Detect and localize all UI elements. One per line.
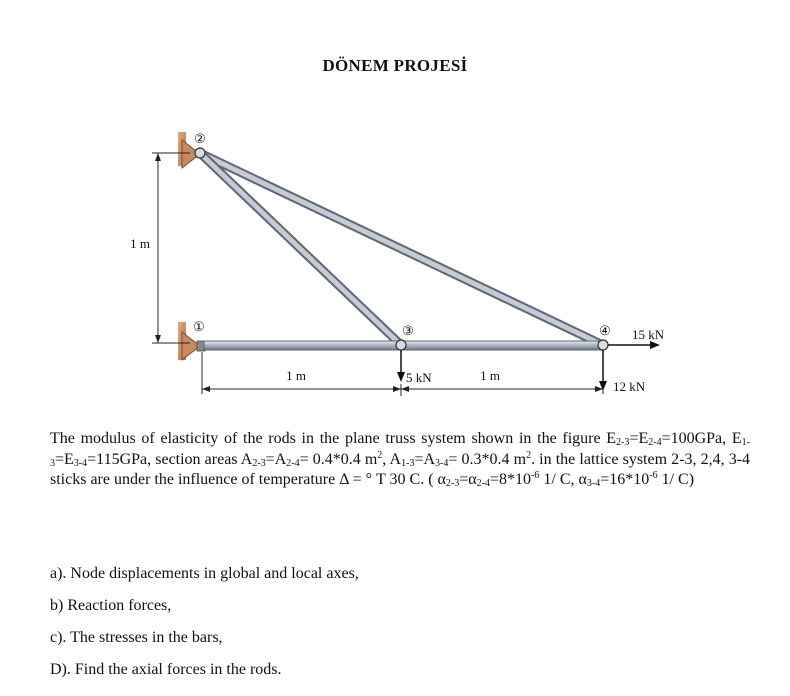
svg-text:②: ② [194,131,206,146]
joint-node-2 [195,148,205,158]
node-label-2 [194,131,206,146]
svg-text:1 m: 1 m [286,368,306,383]
svg-text:③: ③ [402,323,414,338]
dimension-height [130,153,190,343]
svg-text:④: ④ [599,323,611,338]
bar-1-3 [204,341,401,350]
page-title: DÖNEM PROJESİ [322,56,468,75]
joint-node-4 [598,340,608,350]
bar-3-4 [401,341,603,350]
load-node4-15kN [608,327,665,349]
question-b: b) Reaction forces, [50,597,172,614]
node-label-3 [402,323,414,338]
svg-text:①: ① [193,319,205,334]
svg-text:15 kN: 15 kN [632,327,665,342]
bar-2-4 [200,153,603,345]
node-label-1 [193,319,205,334]
bar-2-3 [200,153,401,345]
svg-text:1 m: 1 m [480,368,500,383]
svg-text:12 kN: 12 kN [613,379,646,394]
load-node4-12kN [599,350,646,394]
node-label-4 [599,323,611,338]
svg-text:1 m: 1 m [130,236,150,251]
joint-node-3 [396,340,406,350]
problem-statement: The modulus of elasticity of the rods in the plane truss system shown in the figure $E_{2-3}=E_{2-4}=100GPa$, $E_{1-3}=E_{3-4}=115GPa$, section areas $A_{2-3}=A_{2-4}= 0.4*0.4$ $m^2$, $A_{1-3}=A_{3-4}= 0.3*0.4$ $m^2$. in the lattice system 2-3, 2,4, 3-4 sticks are under the influence of temperature Δ = ° T 30 C. ( $\alpha_{2-3}=\alpha_{2-4}=8*10^{-6}$ 1/ C, $\alpha_{3-4}=16*10^{-6}$ 1/ C) [50,430,751,489]
svg-text:5 kN: 5 kN [406,370,432,385]
question-a: a). Node displacements in global and local axes, [50,565,359,582]
load-node3-5kN [397,350,432,385]
question-c: c). The stresses in the bars, [50,629,223,646]
question-d: D). Find the axial forces in the rods. [50,661,282,678]
